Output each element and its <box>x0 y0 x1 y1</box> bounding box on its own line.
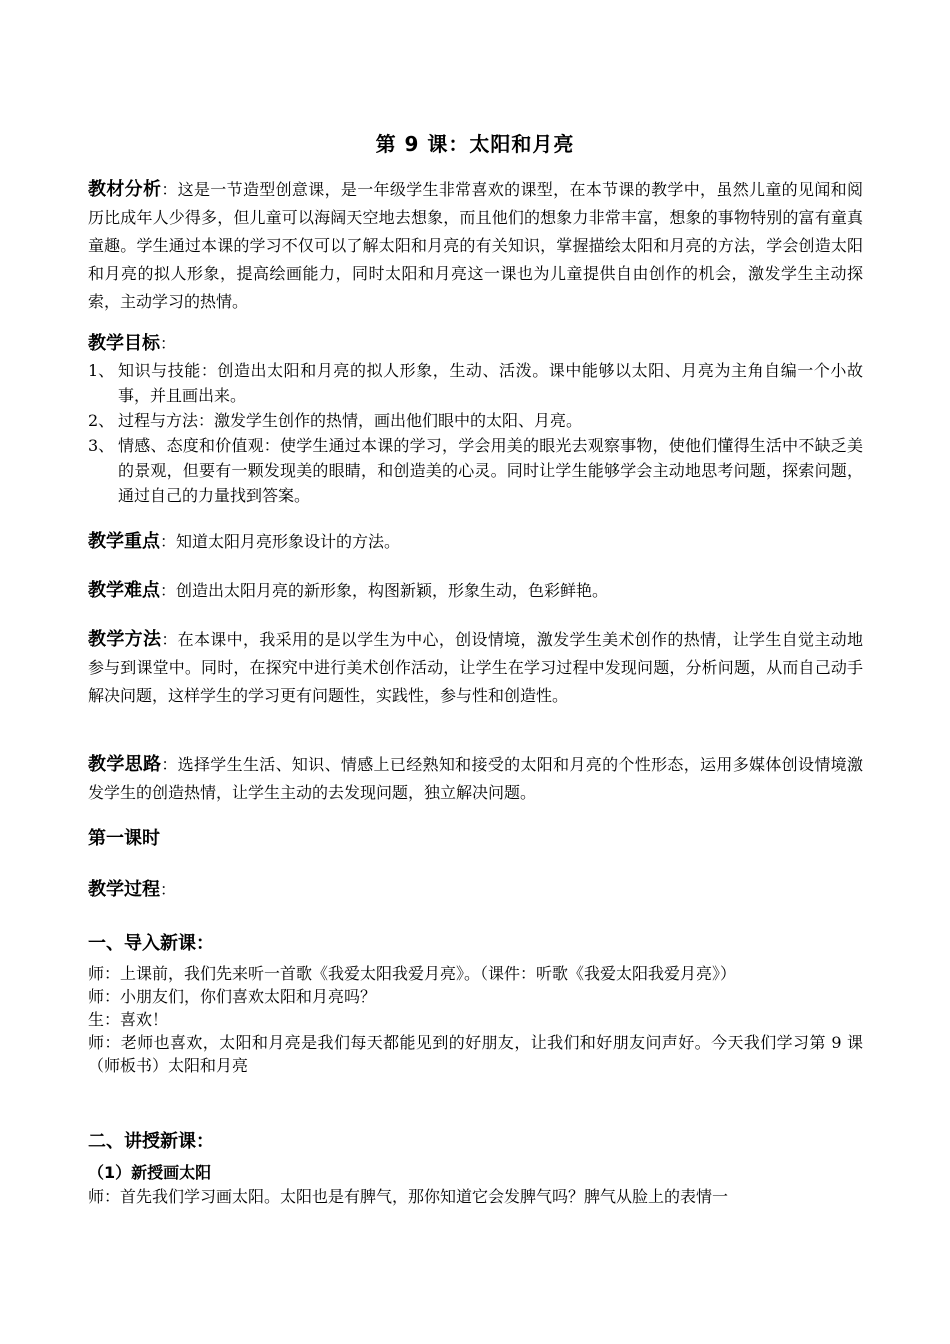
section1-dialogue <box>88 962 863 1077</box>
method-colon: ： <box>161 630 178 649</box>
approach-heading: 教学思路 <box>88 754 162 775</box>
dialogue-line: 生：喜欢！ <box>88 1010 169 1029</box>
page-title: 第 9 课：太阳和月亮 <box>375 132 575 156</box>
approach-paragraph <box>88 751 863 807</box>
goal-number: 1、 <box>88 361 115 380</box>
difficulty-paragraph <box>88 577 863 605</box>
goal-text: 情感、态度和价值观：使学生通过本课的学习，学会用美的眼光去观察事物，使他们懂得生活中不缺乏美的景观，但要有一颗发现美的眼睛，和创造美的心灵。同时让学生能够学会主动地思考问题，探索问题，通过自己的力量找到答案。 <box>118 436 863 505</box>
process-section <box>88 875 863 901</box>
dialogue-line: 师：上课前，我们先来听一首歌《我爱太阳我爱月亮》。（课件：听歌《我爱太阳我爱月亮》） <box>88 964 737 983</box>
approach-section <box>88 751 863 807</box>
difficulty-colon: ： <box>160 581 177 600</box>
dialogue-line: 师：小朋友们，你们喜欢太阳和月亮吗？ <box>88 987 377 1006</box>
analysis-section <box>88 176 863 316</box>
process-heading: 教学过程 <box>88 879 160 900</box>
goal-text: 过程与方法：激发学生创作的热情，画出他们眼中的太阳、月亮。 <box>118 411 583 430</box>
section2-subheading: （1）新授画太阳 <box>88 1163 212 1182</box>
key-point-heading: 教学重点 <box>88 531 160 552</box>
goal-number: 2、 <box>88 411 115 430</box>
analysis-heading: 教材分析 <box>88 179 162 200</box>
goals-title <box>88 330 863 358</box>
key-point-text: 知道太阳月亮形象设计的方法。 <box>176 532 401 551</box>
difficulty-heading: 教学难点 <box>88 580 160 601</box>
goal-item <box>88 358 863 408</box>
method-paragraph <box>88 626 863 710</box>
process-colon: ： <box>160 880 177 899</box>
dialogue-line: 师：首先我们学习画太阳。太阳也是有脾气，那你知道它会发脾气吗？脾气从脸上的表情一 <box>88 1187 729 1206</box>
section2-heading: 二、讲授新课： <box>88 1131 214 1152</box>
analysis-text: 这是一节造型创意课，是一年级学生非常喜欢的课型，在本节课的教学中，虽然儿童的见闻和阅历比成年人少得多，但儿童可以海阔天空地去想象，而且他们的想象力非常丰富，想象的事物特别的富有童真童趣。学生通过本课的学习不仅可以了解太阳和月亮的有关知识，掌握描绘太阳和月亮的方法，学会创造太阳和月亮的拟人形象，提高绘画能力，同时太阳和月亮这一课也为儿童提供自由创作的机会，激发学生主动探索，主动学习的热情。 <box>88 180 863 311</box>
dialogue-line: 师：老师也喜欢，太阳和月亮是我们每天都能见到的好朋友，让我们和好朋友问声好。今天我们学习第 9 课（师板书）太阳和月亮 <box>88 1033 863 1075</box>
analysis-paragraph <box>88 176 863 316</box>
method-text: 在本课中，我采用的是以学生为中心，创设情境，激发学生美术创作的热情，让学生自觉主动地参与到课堂中。同时，在探究中进行美术创作活动，让学生在学习过程中发现问题，分析问题，从而自己动手解决问题，这样学生的学习更有问题性，实践性，参与性和创造性。 <box>88 630 863 705</box>
goals-heading: 教学目标 <box>88 333 160 354</box>
method-section <box>88 626 863 710</box>
goals-list <box>88 358 863 508</box>
section1-heading: 一、导入新课： <box>88 933 214 954</box>
lesson-one-heading: 第一课时 <box>88 828 160 849</box>
goal-item <box>88 433 863 508</box>
section2-dialogue <box>88 1185 863 1208</box>
approach-text: 选择学生生活、知识、情感上已经熟知和接受的太阳和月亮的个性形态，运用多媒体创设情境激发学生的创造热情，让学生主动的去发现问题，独立解决问题。 <box>88 755 863 802</box>
goals-section <box>88 330 863 508</box>
goals-colon: ： <box>160 334 177 353</box>
difficulty-section <box>88 577 863 605</box>
key-point-colon: ： <box>160 532 177 551</box>
goal-text: 知识与技能：创造出太阳和月亮的拟人形象，生动、活泼。课中能够以太阳、月亮为主角自编一个小故事，并且画出来。 <box>118 361 863 405</box>
difficulty-text: 创造出太阳月亮的新形象，构图新颖，形象生动，色彩鲜艳。 <box>176 581 609 600</box>
key-point-paragraph <box>88 528 863 556</box>
key-point-section <box>88 528 863 556</box>
approach-colon: ： <box>161 755 178 774</box>
analysis-colon: ： <box>161 180 178 199</box>
method-heading: 教学方法 <box>88 629 162 650</box>
goal-item <box>88 408 863 433</box>
goal-number: 3、 <box>88 436 115 455</box>
